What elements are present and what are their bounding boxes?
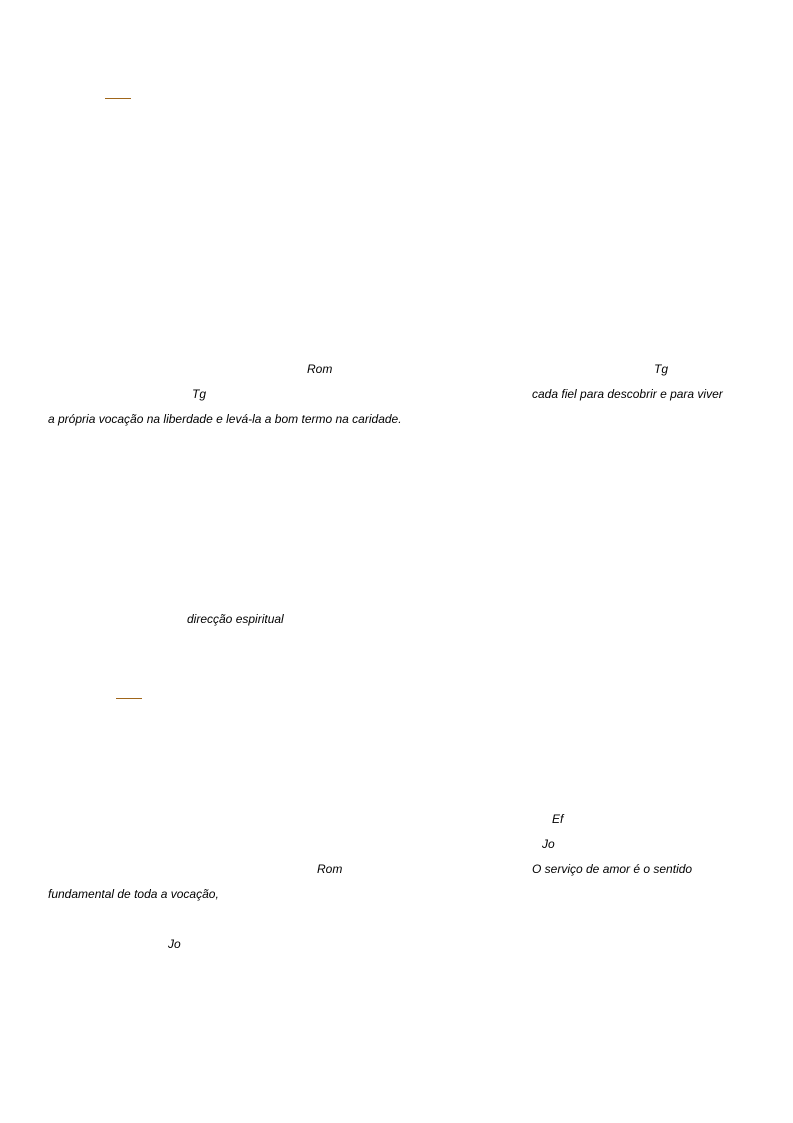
ref-rom-2: Rom — [317, 862, 343, 876]
ref-tg-1: Tg — [654, 362, 669, 376]
ref-tg-2: Tg — [192, 387, 207, 401]
ref-jo-1: Jo — [542, 837, 555, 851]
ref-ef: Ef — [552, 812, 564, 826]
ref-jo-2: Jo — [168, 937, 181, 951]
footnote-rule-top — [105, 98, 131, 99]
text-direccao-espiritual: direcção espiritual — [187, 612, 284, 626]
footnote-rule-middle — [116, 698, 142, 699]
text-line-servico-de-amor: O serviço de amor é o sentido — [532, 862, 693, 876]
ref-rom-1: Rom — [307, 362, 333, 376]
text-line-fundamental: fundamental de toda a vocação, — [48, 887, 219, 901]
text-line-propria-vocacao: a própria vocação na liberdade e levá-la a bom termo na caridade. — [48, 412, 402, 426]
text-line-cada-fiel: cada fiel para descobrir e para viver — [532, 387, 723, 401]
